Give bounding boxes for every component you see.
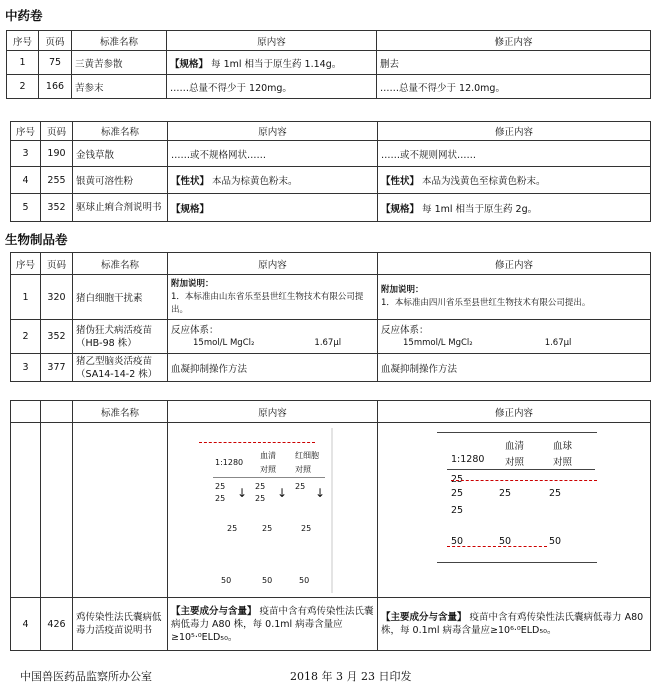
seq-cell: 5 [11,194,41,222]
rev-text: 每 1ml 相当于原生药 2g。 [422,203,538,215]
rev-fig-top-rule [437,432,597,433]
header-page: 页码 [41,253,73,275]
orig-figure-edge [331,428,333,593]
orig-cell [167,51,377,75]
name-cell: 金钱草散 [73,141,168,167]
rev-cell: 删去 [377,51,651,75]
name-cell: 驱球止痢合剂说明书 [73,194,168,222]
orig-text: 疫苗中含有鸡传染性法氏囊病低毒力 A80 株，每 0.1ml 病毒含量应≥10⁵·⁰ELD₅₀。 [171,605,374,643]
table-header-row [11,253,651,275]
header-name: 标准名称 [73,401,168,423]
footer-office: 中国兽医药品监察所办公室 [20,670,152,683]
header-rev: 修正内容 [378,122,651,141]
rev-fig-rbc: 血球 [553,441,573,452]
header-page [41,401,73,423]
rev-fig-redline-2 [447,546,547,547]
name-cell: 猪乙型脑炎活疫苗（SA14-14-2 株） [73,354,168,382]
header-rev: 修正内容 [378,401,651,423]
blank-cell [41,423,73,598]
rev-fig-r1b-a: 25 [451,488,464,499]
page-cell: 75 [39,51,72,75]
orig-fig-r3-a: 50 [221,576,232,585]
rev-cell: ……或不规则网状…… [378,141,651,167]
table-tcm-1 [6,30,651,99]
table-row [7,51,651,75]
seq-cell: 2 [7,75,39,99]
seq-cell: 1 [7,51,39,75]
name-cell: 银黄可溶性粉 [73,167,168,194]
orig-fig-serum: 血清 [260,451,276,460]
orig-fig-r2-a: 25 [227,524,238,533]
rev-line3: 1.67μl [544,337,572,348]
table-header-row [7,31,651,51]
header-page: 页码 [41,122,73,141]
seq-cell: 3 [11,141,41,167]
header-orig: 原内容 [168,122,378,141]
rev-cell [378,275,651,320]
header-seq: 序号 [7,31,39,51]
rev-cell: 血凝抑制操作方法 [378,354,651,382]
orig-cell: ……总量不得少于 120mg。 [167,75,377,99]
rev-fig-serum: 血清 [505,441,525,452]
rev-fig-ratio: 1:1280 [451,454,485,465]
rev-label: 【规格】 [381,203,420,215]
header-orig: 原内容 [167,31,377,51]
table-row [7,75,651,99]
orig-fig-rbc2: 对照 [295,465,311,474]
orig-label: 【性状】 [171,176,210,187]
rev-text: 疫苗中含有鸡传染性法氏囊病低毒力 A80 株，每 0.1ml 病毒含量应≥10⁶·⁰ELD₅₀。 [381,612,644,636]
table-row [11,598,651,651]
orig-label: 【主要成分与含量】 [171,605,257,617]
orig-fig-r1-c: 25 [295,482,306,491]
header-page: 页码 [39,31,72,51]
section-title-tcm: 中药卷 [5,8,43,23]
orig-fig-r1-a: 25 [215,482,226,491]
seq-cell: 1 [11,275,41,320]
orig-text: 本品为棕黄色粉末。 [212,176,298,187]
rev-fig-r3-a: 50 [451,536,464,547]
orig-fig-r2-c: 25 [301,524,312,533]
header-name: 标准名称 [73,122,168,141]
rev-note-title: 附加说明： [381,285,424,295]
rev-fig-rule [447,469,595,470]
rev-cell [378,320,651,354]
page-cell: 190 [41,141,73,167]
blank-cell [11,423,41,598]
orig-figure [177,428,335,593]
rev-fig-r1b-c: 25 [549,488,562,499]
header-seq [11,401,41,423]
rev-cell: ……总量不得少于 12.0mg。 [377,75,651,99]
header-seq: 序号 [11,122,41,141]
rev-note-text: 1．本标准由四川省乐至县世红生物技术有限公司提出。 [381,298,591,308]
orig-label: 【规格】 [170,58,209,70]
header-seq: 序号 [11,253,41,275]
orig-fig-serum2: 对照 [260,465,276,474]
orig-fig-r1-b: 25 [255,482,266,491]
name-cell: 猪伪狂犬病活疫苗（HB-98 株） [73,320,168,354]
orig-fig-r1b-a: 25 [215,494,226,503]
orig-fig-r1b-b: 25 [255,494,266,503]
rev-fig-r3-b: 50 [499,536,512,547]
orig-cell [168,598,378,651]
name-cell: 猪白细胞干扰素 [73,275,168,320]
header-name: 标准名称 [72,31,167,51]
rev-fig-r1b-b: 25 [499,488,512,499]
page-cell: 320 [41,275,73,320]
page-cell: 377 [41,354,73,382]
table-row [11,194,651,222]
rev-fig-r2-a: 25 [451,505,464,516]
orig-fig-arrow-3: ↓ [315,486,326,500]
orig-fig-arrow-2: ↓ [277,486,288,500]
page-cell: 255 [41,167,73,194]
orig-figure-redline [199,442,315,443]
rev-fig-bottom-rule [437,562,597,563]
rev-cell [378,167,651,194]
rev-fig-serum2: 对照 [505,457,525,468]
section-title-bio: 生物制品卷 [5,232,68,247]
orig-cell [168,167,378,194]
orig-fig-r2-b: 25 [262,524,273,533]
table-tcm-2 [10,121,651,222]
header-rev: 修正内容 [377,31,651,51]
orig-fig-arrow-1: ↓ [237,486,248,500]
header-orig: 原内容 [168,401,378,423]
orig-text: 每 1ml 相当于原生药 1.14g。 [211,58,342,70]
footer-date: 2018 年 3 月 23 日印发 [290,670,412,683]
page-cell: 166 [39,75,72,99]
rev-figure [437,432,597,567]
seq-cell: 3 [11,354,41,382]
orig-fig-r3-b: 50 [262,576,273,585]
orig-reagent-line [171,337,374,350]
orig-line3: 1.67μl [314,337,342,348]
table-row [11,167,651,194]
rev-fig-redline [451,480,597,481]
orig-fig-rule [213,477,325,478]
orig-fig-ratio: 1:1280 [215,458,244,467]
name-cell: 鸡传染性法氏囊病低毒力活疫苗说明书 [73,598,168,651]
rev-cell [378,598,651,651]
header-name: 标准名称 [73,253,168,275]
table-row [11,275,651,320]
orig-fig-rbc: 红细胞 [295,451,319,460]
rev-cell [378,194,651,222]
seq-cell: 4 [11,598,41,651]
page-cell: 352 [41,320,73,354]
orig-cell [168,194,378,222]
rev-fig-rbc2: 对照 [553,457,573,468]
rev-label: 【性状】 [381,176,420,187]
rev-fig-r1-a: 25 [451,474,464,485]
orig-note-title: 附加说明： [171,278,214,289]
rev-text: 本品为浅黄色至棕黄色粉末。 [422,176,546,187]
rev-label: 【主要成分与含量】 [381,612,467,623]
header-orig: 原内容 [168,253,378,275]
orig-note-text: 1．本标准由山东省乐至县世红生物技术有限公司提出。 [171,291,364,315]
seq-cell: 2 [11,320,41,354]
blank-cell [73,423,168,598]
orig-line1: 反应体系： [171,324,219,336]
page-cell: 426 [41,598,73,651]
name-cell: 三黄苦参散 [72,51,167,75]
rev-line1: 反应体系： [381,324,429,336]
orig-line2: 15mol/L MgCl₂ [193,337,255,348]
table-row [11,354,651,382]
orig-cell [168,275,378,320]
table-header-row [11,122,651,141]
orig-label: 【规格】 [171,203,210,215]
header-rev: 修正内容 [378,253,651,275]
table-header-row [11,401,651,423]
rev-fig-r3-c: 50 [549,536,562,547]
rev-reagent-line [381,337,647,350]
page-cell: 352 [41,194,73,222]
table-bio-1 [10,252,651,382]
table-row [11,141,651,167]
seq-cell: 4 [11,167,41,194]
orig-fig-r3-c: 50 [299,576,310,585]
orig-cell: 血凝抑制操作方法 [168,354,378,382]
table-row [11,320,651,354]
orig-cell: ……或不规格网状…… [168,141,378,167]
rev-line2: 15mmol/L MgCl₂ [403,337,473,348]
name-cell: 苦参末 [72,75,167,99]
orig-cell [168,320,378,354]
